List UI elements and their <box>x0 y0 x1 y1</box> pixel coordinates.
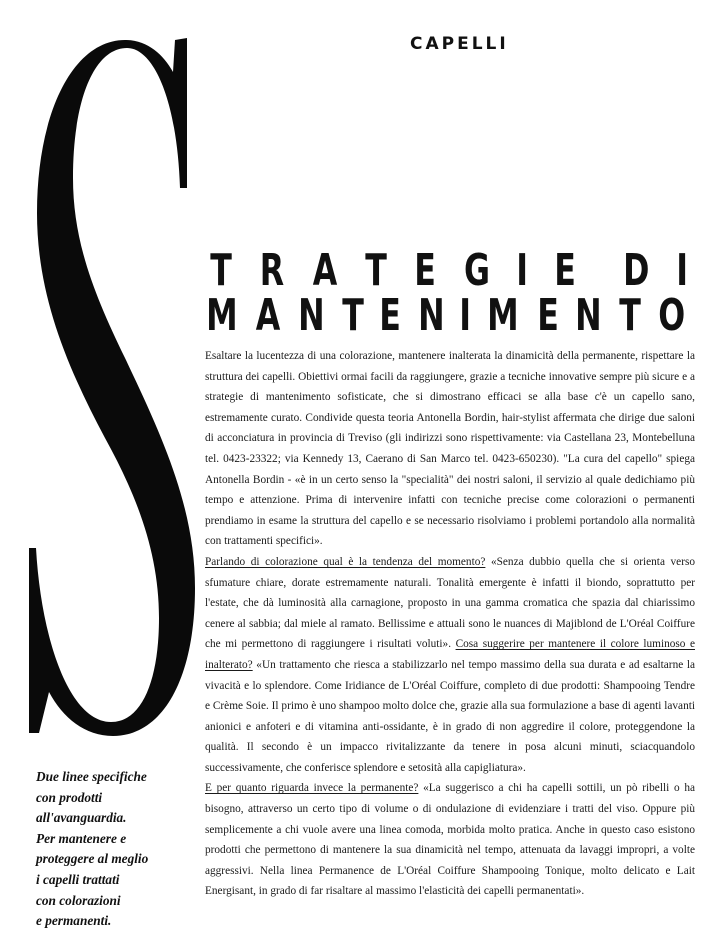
title-letter: M <box>487 290 520 341</box>
title-line-1 <box>206 247 690 295</box>
title-line-2 <box>200 292 690 340</box>
title-letter: T <box>619 290 641 341</box>
title-letter: A <box>256 290 281 341</box>
title-letter: E <box>536 290 559 341</box>
title-letter: T <box>341 290 364 341</box>
sidebar-line: all'avanguardia. <box>36 810 127 826</box>
article-paragraph-perm <box>205 778 695 902</box>
title-letter: N <box>418 290 445 341</box>
answer-color-care: «Un trattamento che riesca a stabilizzarlo nel tempo massimo della sua durata e ad esaltarne la vivacità e lo splendore. Come Iridiance de L'Oréal Coiffure, completo di due prodotti: Shampooing Tendre e Crème Soie. Il primo è uno shampoo molto dolce che, grazie alla sua formulazione a base di agenti lavanti anionici e anfoteri e di vitamina anti-ossidante, è in grado di non aggredire il colore, proteggendone la qualità. Il secondo è un impacco rivitalizzante da tenere in posa alcuni minuti, sciacquandolo successivamente, che conferisce splendore e setosità alla capigliatura». <box>205 658 695 774</box>
question-coloring: Parlando di colorazione qual è la tendenza del momento? <box>205 555 486 568</box>
title-letter: E <box>379 290 402 341</box>
article-paragraph-intro: Esaltare la lucentezza di una colorazione, mantenere inalterata la dinamicità della permanente, rispettare la struttura dei capelli. Obiettivi ormai facili da raggiungere, grazie a tecniche innovative sempre più sicure e a strategie di mantenimento sofisticate, che si dimostrano efficaci se alla base c'è un capello sano, estremamente curato. Condivide questa teoria Antonella Bordin, hair-stylist affermata che dirige due saloni di acconciatura in provincia di Treviso (gli indirizzi sono rispettivamente: via Castellana 23, Montebelluna tel. 0423-23322; via Kennedy 13, Caerano di San Marco tel. 0423-650230). "La cura del capello" spiega Antonella Bordin - «è in un certo senso la "specialità" dei nostri saloni, il servizio al quale dedichiamo più tempo e attenzione. Prima di intervenire infatti con tecniche precise come colorazioni o permanenti prendiamo in esame la struttura del capello e se necessario risolviamo i problemi portandolo alla normalità con trattamenti specifici». <box>205 350 695 548</box>
title-letter: D <box>623 245 650 296</box>
title-letter: R <box>259 245 285 296</box>
title-letter: E <box>554 245 576 296</box>
sidebar-line: proteggere al meglio <box>36 851 149 867</box>
title-letter: E <box>414 245 437 296</box>
title-letter: I <box>516 245 529 296</box>
title-letter: G <box>464 245 491 296</box>
sidebar-line: con prodotti <box>36 789 103 805</box>
title-letter: N <box>298 290 325 341</box>
section-label: CAPELLI <box>410 34 509 54</box>
title-letter: N <box>575 290 603 341</box>
sidebar-caption <box>36 767 196 932</box>
title-letter: I <box>675 245 688 296</box>
title-letter: O <box>657 290 685 341</box>
sidebar-line: con colorazioni <box>36 892 121 908</box>
sidebar-line: Due linee specifiche <box>36 769 147 784</box>
title-letter: T <box>365 245 387 296</box>
question-perm: E per quanto riguarda invece la permanente? <box>205 782 419 795</box>
title-letter: M <box>206 290 238 341</box>
title-letter: A <box>312 245 338 296</box>
article-paragraph-coloring <box>205 552 695 779</box>
article-body <box>205 346 695 902</box>
drop-cap-s <box>25 28 197 740</box>
title-letter: I <box>459 290 472 341</box>
sidebar-line: i capelli trattati <box>36 871 120 887</box>
answer-perm: «La suggerisco a chi ha capelli sottili, un pò ribelli o ha bisogno, attraverso un certo tipo di volume o di ondulazione di evidenziare i tratti del viso. Oppure più semplicemente a chi vuole avere una linea comoda, morbida molto pratica. Anche in questo caso esistono prodotti che permettono di mantenere la sua dinamicità nel tempo, attenuata da lavaggi impropri, a volte aggressivi. Nella linea Permanence de L'Oréal Coiffure Shampooing Tonique, molto delicato e Lait Energisant, in grado di far risaltare al massimo l'elasticità dei capelli permanentati». <box>205 782 695 898</box>
title-letter: T <box>210 245 232 296</box>
sidebar-line: e permanenti. <box>36 913 112 929</box>
sidebar-line: Per mantenere e <box>36 830 127 846</box>
question-color-care: Cosa suggerire per mantenere il colore luminoso e inalterato? <box>205 638 695 671</box>
answer-coloring: «Senza dubbio quella che si orienta verso sfumature chiare, dorate estremamente naturali. Tonalità emergente è infatti il biondo, soprattutto per l'estate, che dà luminosità alla carnagione, proposto in una gamma cromatica che spazia dal chiarissimo cenere al sabbia; dal miele al ramato. Bellissime e attuali sono le nuances di Majiblond de L'Oréal Coiffure che mi permettono di raggiungere i risultati voluti». <box>205 555 695 651</box>
